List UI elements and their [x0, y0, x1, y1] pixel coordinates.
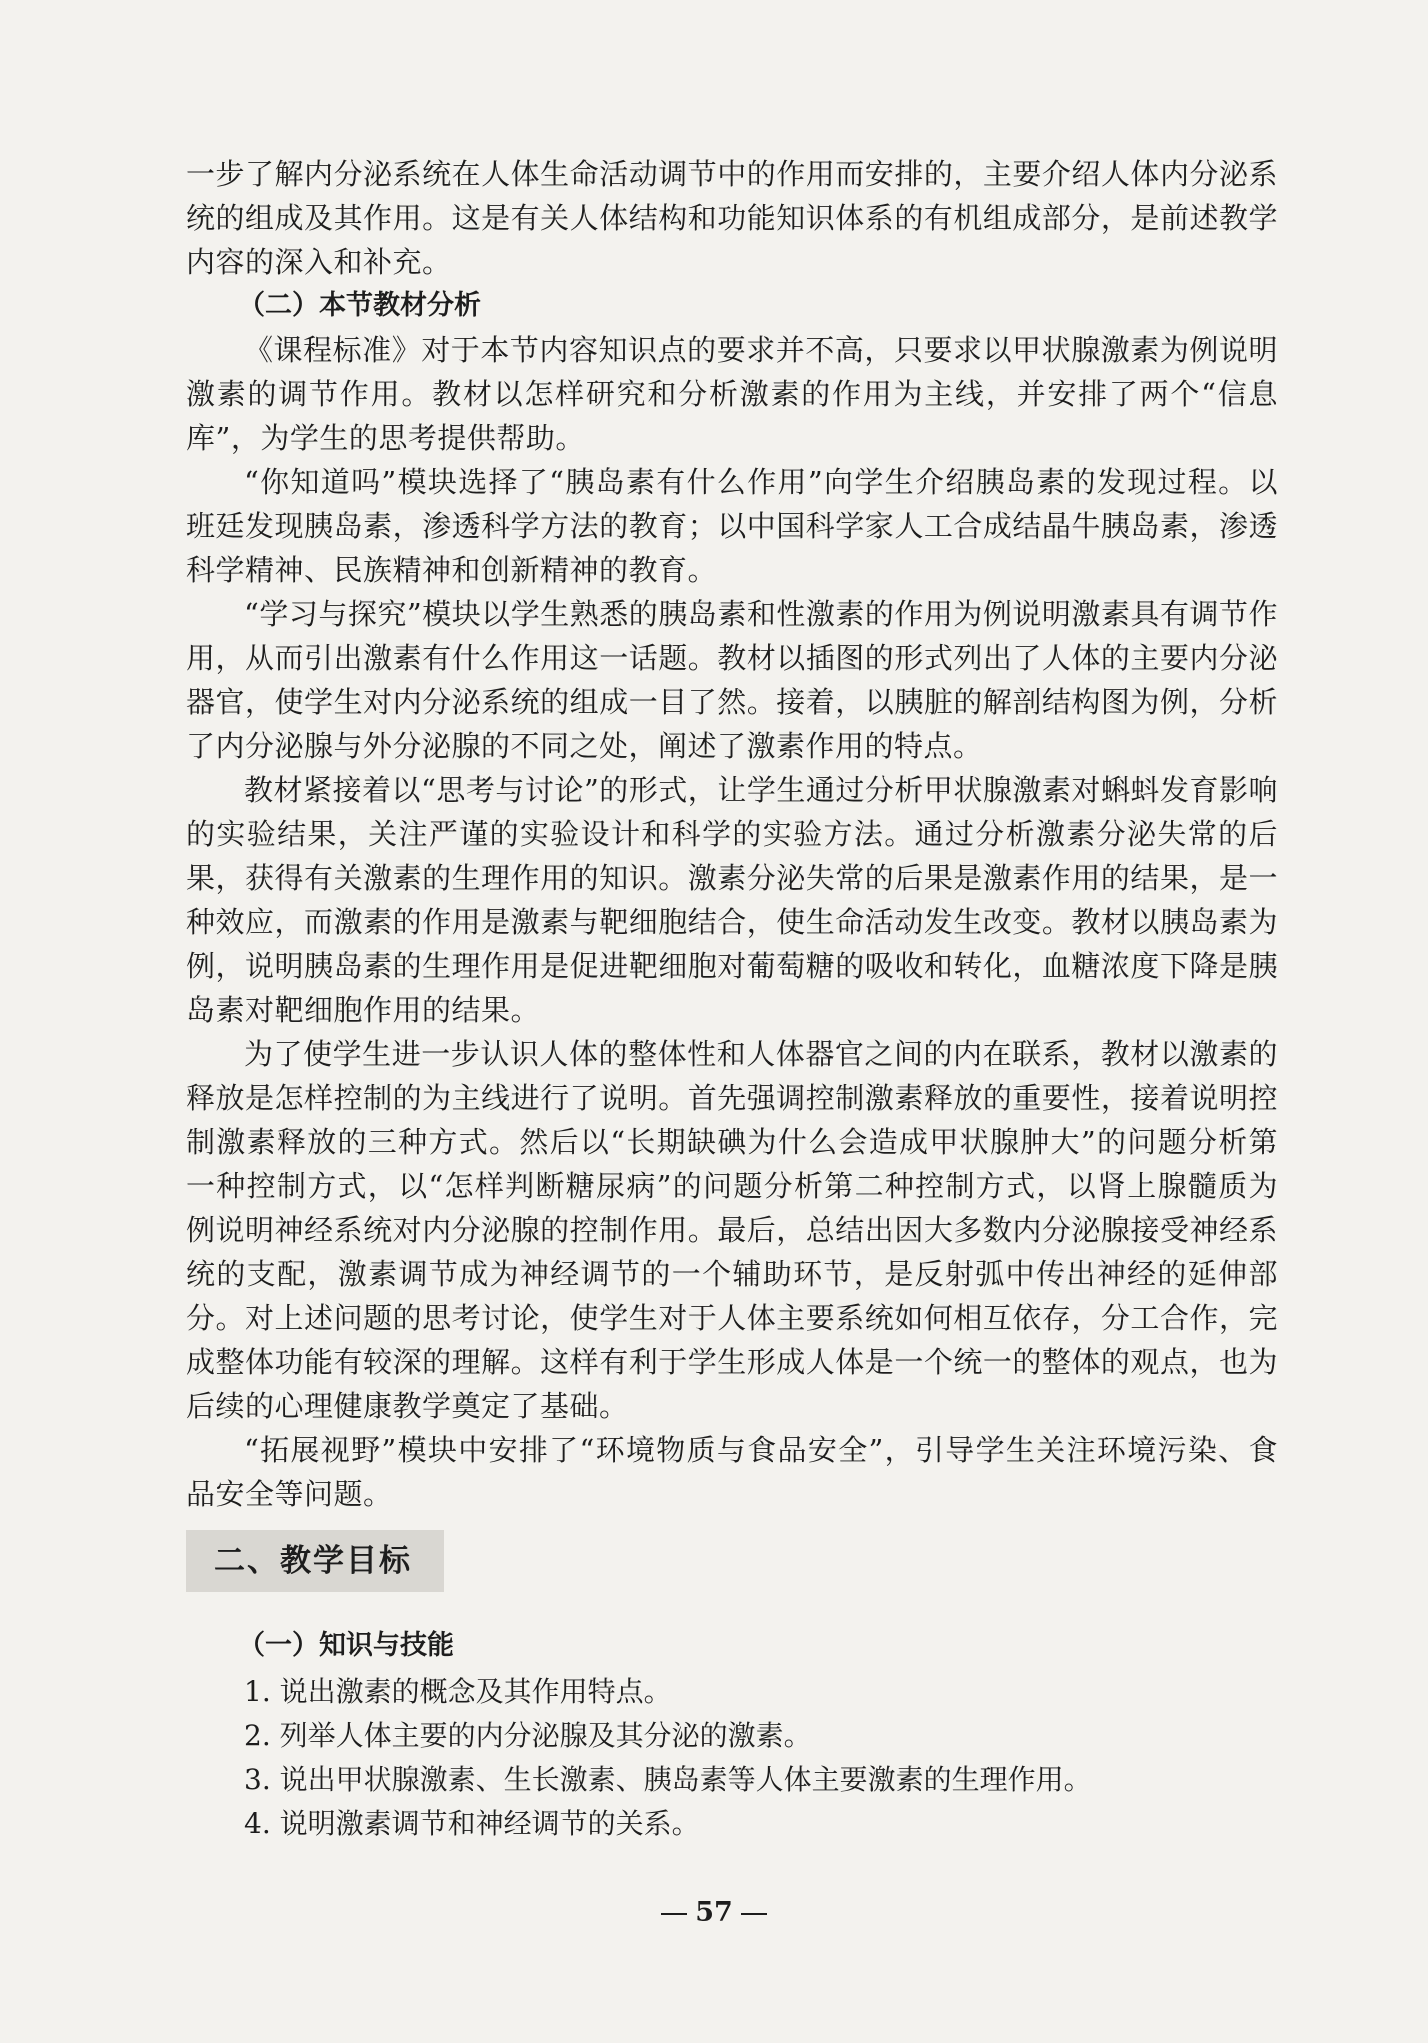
section-title: 二、教学目标 — [214, 1543, 412, 1579]
goal-item: 2. 列举人体主要的内分泌腺及其分泌的激素。 — [244, 1719, 812, 1752]
dash-left — [661, 1913, 687, 1915]
page-number: 57 — [695, 1897, 733, 1928]
analysis-paragraph-3: “学习与探究”模块以学生熟悉的胰岛素和性激素的作用为例说明激素具有调节作用，从而引出激素有什么作用这一话题。教材以插图的形式列出了人体的主要内分泌器官，使学生对内分泌系统的组成一目了然。接着，以胰脏的解剖结构图为例，分析了内分泌腺与外分泌腺的不同之处，阐述了激素作用的特点。 — [186, 597, 1278, 763]
analysis-paragraph-2: “你知道吗”模块选择了“胰岛素有什么作用”向学生介绍胰岛素的发现过程。以班廷发现胰岛素，渗透科学方法的教育；以中国科学家人工合成结晶牛胰岛素，渗透科学精神、民族精神和创新精神的教育。 — [186, 465, 1278, 587]
goal-item: 1. 说出激素的概念及其作用特点。 — [244, 1675, 672, 1708]
analysis-paragraph-4: 教材紧接着以“思考与讨论”的形式，让学生通过分析甲状腺激素对蝌蚪发育影响的实验结果，关注严谨的实验设计和科学的实验方法。通过分析激素分泌失常的后果，获得有关激素的生理作用的知识。激素分泌失常的后果是激素作用的结果，是一种效应，而激素的作用是激素与靶细胞结合，使生命活动发生改变。教材以胰岛素为例，说明胰岛素的生理作用是促进靶细胞对葡萄糖的吸收和转化，血糖浓度下降是胰岛素对靶细胞作用的结果。 — [186, 773, 1278, 1027]
analysis-subheading: （二）本节教材分析 — [238, 290, 481, 321]
dash-right — [741, 1913, 767, 1915]
body-text — [186, 152, 1278, 1516]
goals-list — [186, 1624, 1278, 1846]
goal-item: 4. 说明激素调节和神经调节的关系。 — [244, 1807, 700, 1840]
goal-item: 3. 说出甲状腺激素、生长激素、胰岛素等人体主要激素的生理作用。 — [244, 1763, 1092, 1796]
goals-subheading: （一）知识与技能 — [238, 1630, 454, 1661]
analysis-paragraph-1: 《课程标准》对于本节内容知识点的要求并不高，只要求以甲状腺激素为例说明激素的调节作用。教材以怎样研究和分析激素的作用为主线，并安排了两个“信息库”，为学生的思考提供帮助。 — [186, 333, 1278, 455]
analysis-paragraph-5: 为了使学生进一步认识人体的整体性和人体器官之间的内在联系，教材以激素的释放是怎样控制的为主线进行了说明。首先强调控制激素释放的重要性，接着说明控制激素释放的三种方式。然后以“长期缺碘为什么会造成甲状腺肿大”的问题分析第一种控制方式，以“怎样判断糖尿病”的问题分析第二种控制方式，以肾上腺髓质为例说明神经系统对内分泌腺的控制作用。最后，总结出因大多数内分泌腺接受神经系统的支配，激素调节成为神经调节的一个辅助环节，是反射弧中传出神经的延伸部分。对上述问题的思考讨论，使学生对于人体主要系统如何相互依存，分工合作，完成整体功能有较深的理解。这样有利于学生形成人体是一个统一的整体的观点，也为后续的心理健康教学奠定了基础。 — [186, 1037, 1278, 1423]
intro-paragraph: 一步了解内分泌系统在人体生命活动调节中的作用而安排的，主要介绍人体内分泌系统的组成及其作用。这是有关人体结构和功能知识体系的有机组成部分，是前述教学内容的深入和补充。 — [186, 157, 1278, 279]
page-footer — [0, 1893, 1428, 1933]
analysis-paragraph-6: “拓展视野”模块中安排了“环境物质与食品安全”，引导学生关注环境污染、食品安全等问题。 — [186, 1433, 1278, 1511]
